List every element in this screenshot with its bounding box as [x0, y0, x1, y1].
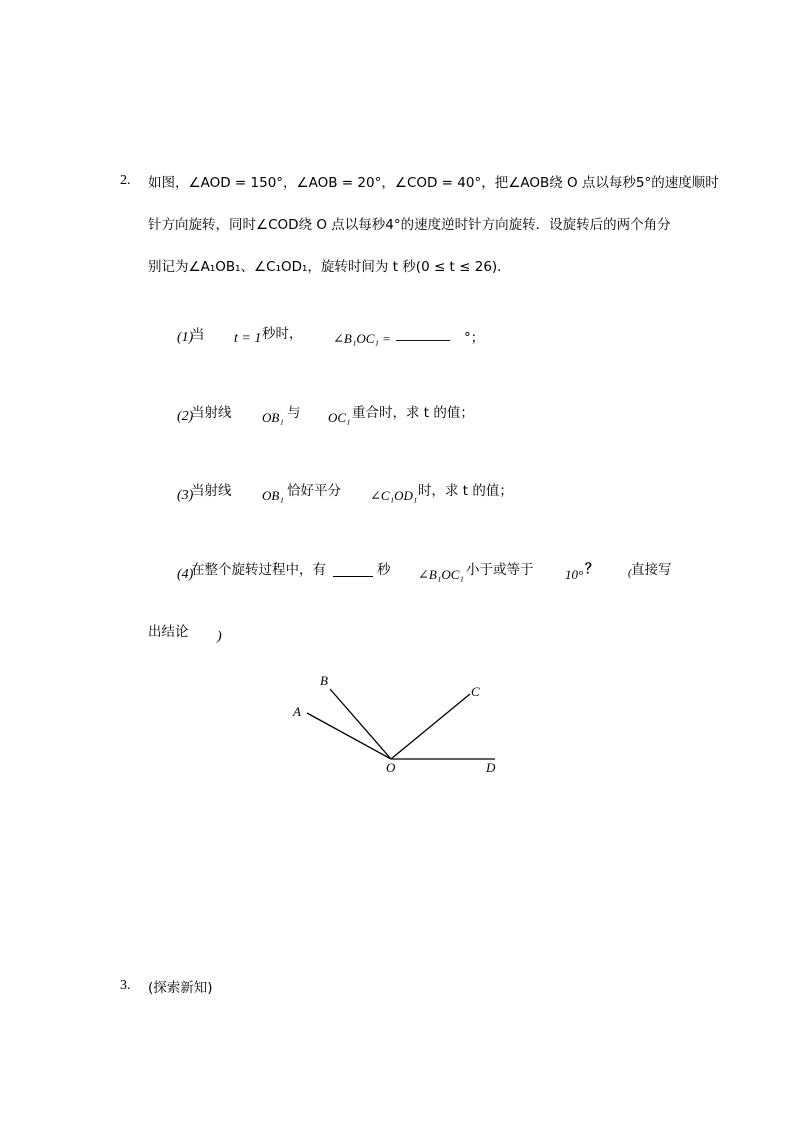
- sub-1-number: (1): [177, 330, 194, 345]
- sub-2-number: (2): [177, 409, 194, 424]
- question-3-number: 3.: [120, 978, 131, 993]
- sub-3-text-c: 时，求 t 的值；: [418, 483, 513, 499]
- sub-4-text-c: 小于或等于: [466, 562, 534, 578]
- sub-2-text-a: 当射线: [191, 405, 232, 421]
- question-3-title: (探索新知): [148, 980, 213, 996]
- sub-2-text-c: 重合时，求 t 的值；: [352, 405, 474, 421]
- sub-4-answer-blank[interactable]: [333, 560, 373, 577]
- label-b: B: [320, 673, 328, 688]
- sub-4-text-d: 直接写: [631, 562, 672, 578]
- angle-figure: [280, 665, 520, 785]
- sub-2-text-b: 与: [287, 405, 301, 421]
- sub-4-number: (4): [177, 567, 194, 582]
- sub-4-text-e: 出结论: [148, 624, 189, 640]
- sub-3-text-b: 恰好平分: [287, 483, 341, 499]
- label-a: A: [293, 704, 301, 719]
- sub-4-text-a: 在整个旋转过程中，有: [191, 562, 326, 578]
- ray-oa: [307, 713, 391, 759]
- ray-oc: [391, 694, 470, 759]
- sub-1-math-angle: ∠B₁OC₁ =: [333, 331, 391, 346]
- label-d: D: [486, 760, 496, 775]
- sub-3-number: (3): [177, 488, 194, 503]
- label-c: C: [471, 684, 480, 699]
- sub-1-math-t: t = 1: [234, 331, 262, 346]
- question-2-line-2: 针方向旋转，同时∠COD绕 O 点以每秒4°的速度逆时针方向旋转．设旋转后的两个角分: [148, 217, 671, 233]
- sub-2-math-ob1: OB₁: [262, 410, 284, 425]
- sub-4-open-paren: (: [628, 567, 632, 579]
- sub-1-text-c: °；: [464, 330, 485, 346]
- sub-1-answer-blank[interactable]: ________: [396, 326, 450, 342]
- sub-3-math-ob1: OB₁: [262, 488, 284, 503]
- question-2-line-1: 如图，∠AOD = 150°，∠AOB = 20°，∠COD = 40°，把∠AOB绕 O 点以每秒5°的速度顺时: [148, 175, 719, 191]
- sub-1-text-a: 当: [191, 327, 205, 343]
- sub-3-text-a: 当射线: [191, 483, 232, 499]
- question-2-line-3: 别记为∠A₁OB₁、∠C₁OD₁，旋转时间为 t 秒(0 ≤ t ≤ 26)．: [148, 259, 511, 275]
- sub-2-math-oc1: OC₁: [328, 410, 351, 425]
- sub-4-text-b: 秒: [377, 562, 391, 578]
- ray-ob: [330, 689, 391, 759]
- sub-4-question-mark: ？: [585, 561, 599, 577]
- sub-4-close-paren: ): [217, 629, 222, 644]
- label-o: O: [386, 760, 396, 775]
- sub-4-math-angle: ∠B₁OC₁: [418, 567, 464, 582]
- question-2-number: 2.: [120, 173, 131, 188]
- sub-4-math-10deg: 10°: [565, 567, 584, 582]
- sub-1-text-b: 秒时，: [262, 326, 303, 342]
- sub-3-math-angle: ∠C₁OD₁: [370, 488, 418, 503]
